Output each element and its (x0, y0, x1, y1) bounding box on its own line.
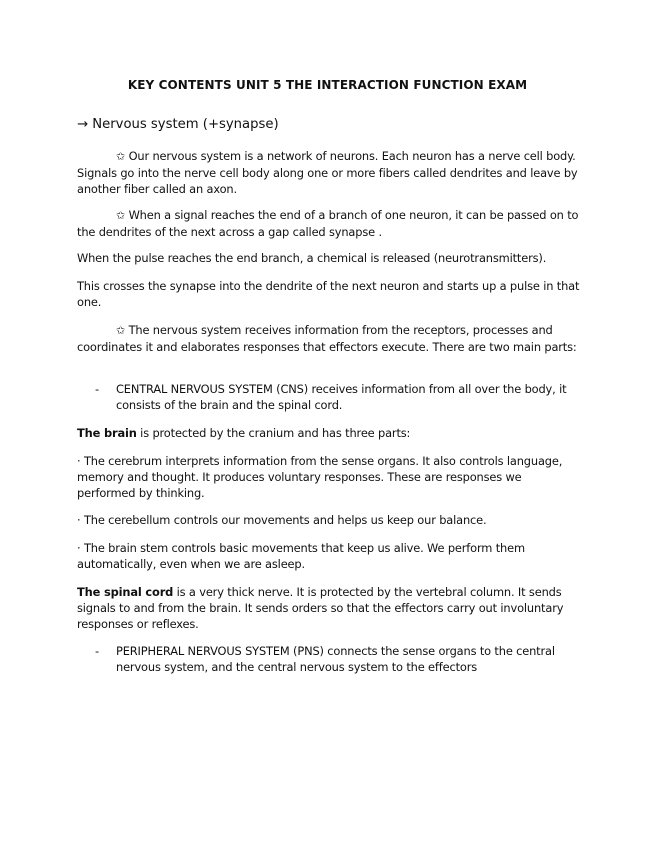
bullet-dash: - (95, 382, 100, 396)
paragraph-nervous-system (77, 322, 582, 355)
brain-text: is protected by the cranium and has three parts: (136, 426, 411, 440)
document-title: KEY CONTENTS UNIT 5 THE INTERACTION FUNCTION EXAM (127, 78, 528, 92)
paragraph-cerebrum: · The cerebrum interprets information from the sense organs. It also controls language, memory and thought. It produces voluntary responses. These are responses we performed by thinking. (77, 454, 563, 500)
list-item-pns: PERIPHERAL NERVOUS SYSTEM (PNS) connects the sense organs to the central nervous system, and the central nervous system to the effectors (116, 644, 555, 674)
list-item-cns: CENTRAL NERVOUS SYSTEM (CNS) receives information from all over the body, it consists of the brain and the spinal cord. (116, 382, 567, 412)
paragraph-brainstem: · The brain stem controls basic movements that keep us alive. We perform them automatically, even when we are asleep. (77, 541, 525, 571)
bullet-dash: - (95, 644, 100, 658)
star-icon: ✩ (116, 324, 126, 337)
paragraph-signal (77, 207, 582, 240)
spinal-cord-term: The spinal cord (77, 585, 174, 599)
star-icon: ✩ (116, 150, 126, 163)
paragraph-pulse: When the pulse reaches the end branch, a chemical is released (neurotransmitters). (77, 251, 547, 265)
paragraph-signal-text: When a signal reaches the end of a branch of one neuron, it can be passed on to the dendrites of the next across a gap called synapse . (77, 208, 579, 239)
paragraph-neurons (77, 148, 582, 197)
paragraph-synapse: This crosses the synapse into the dendrite of the next neuron and starts up a pulse in that one. (77, 279, 580, 309)
brain-term: The brain (77, 426, 137, 440)
paragraph-brain (77, 425, 582, 441)
paragraph-cerebellum: · The cerebellum controls our movements and helps us keep our balance. (77, 513, 487, 527)
star-icon: ✩ (116, 209, 126, 222)
paragraph-neurons-text: Our nervous system is a network of neurons. Each neuron has a nerve cell body. Signals go into the nerve cell body along one or more fibers called dendrites and leave by another fiber called an axon. (77, 149, 578, 196)
spinal-cord-text: is a very thick nerve. It is protected by the vertebral column. It sends signals to and from the brain. It sends orders so that the effectors carry out involuntary responses or reflexes. (77, 585, 564, 631)
paragraph-nervous-system-text: The nervous system receives information from the receptors, processes and coordinates it and elaborates responses that effectors execute. There are two main parts: (77, 323, 577, 354)
section-heading: → Nervous system (+synapse) (77, 117, 279, 132)
paragraph-spinal-cord (77, 584, 582, 632)
